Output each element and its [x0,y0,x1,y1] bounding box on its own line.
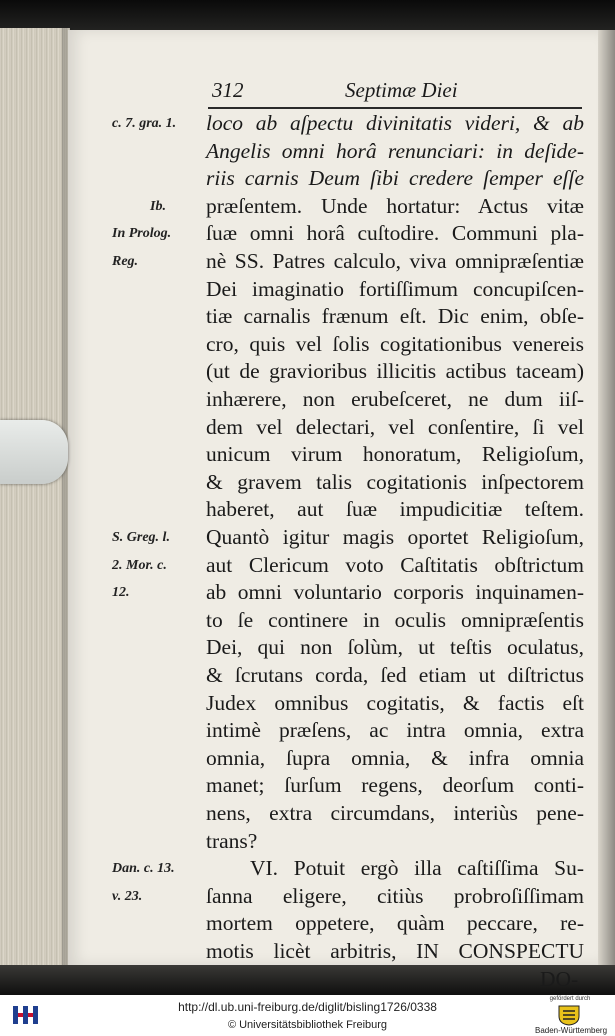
margin-note: Reg. [112,254,139,269]
text-line: unicum virum honoratum, Religioſum, [206,442,584,467]
text-line: præſentem. Unde hortatur: Actus vitæ [206,193,584,218]
text-line: nè SS. Patres calculo, viva omnipræſentiæ [206,249,584,273]
text-line: cro, quis vel ſolis cogitationibus venereis [206,331,584,356]
header-rule [208,107,582,109]
text-line: manet; ſurſum regens, deorſum conti- [206,773,584,798]
sponsor-label: gefördert durch [549,996,591,1002]
text-line: ſanna eligere, citiùs probroſiſſimam [206,883,584,908]
text-line: & ſcrutans corda, ſed etiam ut diſtrictus [206,663,584,687]
text-line: (ut de gravioribus illicitis actibus taceam) [206,359,584,384]
text-line: dem vel delectari, vel conſentire, ſi vel [206,414,584,439]
margin-note: 12. [112,585,130,601]
text-line: nens, extra circumdans, interiùs pene- [206,801,584,825]
baden-wuerttemberg-crest-icon [555,1004,583,1026]
catchword: DO- [540,966,579,991]
margin-note: v. 23. [112,888,143,904]
text-line: omnia, ſupra omnia, & infra omnia [206,745,584,770]
text-line: Dei, qui non ſolùm, ut teſtis oculatus, [206,635,584,660]
text-line: motis licèt arbitris, IN CONSPECTU [206,939,584,963]
book-bottom-edge [0,965,615,995]
text-line: Dei imaginatio fortiſſimum concupiſcen- [206,276,584,301]
text-line: mortem oppetere, quàm peccare, re- [206,911,584,936]
margin-note: S. Greg. l. [112,530,170,545]
text-line: haberet, aut ſuæ impudicitiæ teſtem. [206,497,584,522]
text-line: Judex omnibus cogitatis, & factis eſt [206,690,584,715]
text-line: Angelis omni horâ renunciari: in deſide- [206,138,584,163]
page-number: 312 [212,78,244,102]
text-line: riis carnis Deum ſibi credere ſemper eſſe [206,166,584,191]
margin-note: Dan. c. 13. [112,861,175,877]
book-fore-edge [0,28,70,968]
text-line: trans? [206,828,258,853]
footer-copyright: © Universitätsbibliothek Freiburg [227,1019,388,1031]
book-gutter [598,30,615,965]
margin-note: In Prolog. [112,226,172,242]
text-line: Quantò igitur magis oportet Religioſum, [206,525,584,549]
text-line: & gravem talis cogitationis inſpectorem [206,469,584,494]
running-head: Septimæ Diei [345,78,458,102]
text-line: VI. Potuit ergò illa caſtiſſima Su- [250,856,584,881]
text-line: to ſe continere in oculis omnipræſentis [206,607,584,632]
text-line: ab omni voluntario corporis inquinamen- [206,580,584,605]
margin-note: 2. Mor. c. [112,557,167,573]
footer-url-link[interactable]: http://dl.ub.uni-freiburg.de/diglit/bisling1726/0338 [178,1000,437,1014]
text-line: intimè præſens, ac intra omnia, extra [206,718,584,743]
text-line: aut Clericum voto Caſtitatis obſtrictum [206,552,584,577]
margin-note: Ib. [150,198,166,214]
margin-note: c. 7. gra. 1. [112,116,177,131]
text-line: inhærere, non erubeſceret, ne dum iiſ- [206,387,584,411]
page-clip [0,420,68,484]
text-line: ſuæ omni horâ cuſtodire. Communi pla- [206,221,584,246]
text-line: loco ab aſpectu divinitatis videri, & ab [206,111,584,135]
text-line: tiæ carnalis frænum eſt. Dic enim, obſe- [206,304,584,329]
sponsor-name: Baden-Württemberg [534,1026,608,1035]
